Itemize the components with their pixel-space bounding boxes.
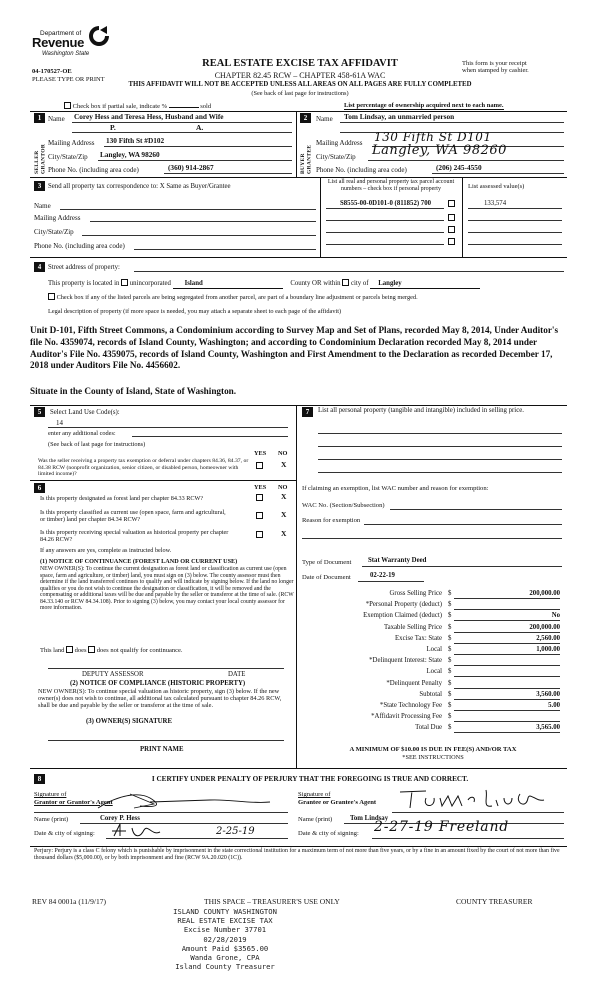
section-3-label: Send all property tax correspondence to: X Same as Buyer/Grantee	[48, 183, 231, 190]
section-7-number: 7	[302, 407, 313, 417]
segregated-row	[48, 293, 418, 301]
agency-name: Revenue	[32, 35, 85, 50]
seller-mailing: 130 Fifth St #D102	[106, 136, 165, 145]
additional-codes-label: enter any additional codes:	[48, 430, 116, 437]
tax-row	[296, 680, 568, 691]
stamp-line: Excise Number 37701	[183, 925, 267, 935]
stamp-line: Amount Paid $3565.00	[181, 943, 269, 953]
seller-side-label: SELLER GRANTOR	[34, 143, 47, 174]
seller-mark-p: P.	[110, 123, 116, 132]
dollar-sign: $	[448, 601, 452, 609]
s6-yes-header: YES	[254, 484, 267, 491]
type-note: PLEASE TYPE OR PRINT	[32, 76, 105, 83]
land-use-code: 14	[56, 419, 63, 427]
section-3-number: 3	[34, 181, 45, 191]
assessed-header: List assessed value(s)	[468, 183, 525, 190]
ownership-note: List percentage of ownership acquired next to each name.	[344, 102, 504, 109]
tax-row-value: 3,565.00	[536, 724, 560, 732]
minimum-fee-note: A MINIMUM OF $10.00 IS DUE IN FEE(S) AND/OR TAX	[349, 746, 517, 753]
warning-line: THIS AFFIDAVIT WILL NOT BE ACCEPTED UNLESS ALL AREAS ON ALL PAGES ARE FULLY COMPLETED	[128, 81, 472, 88]
parcels-header-2: numbers – check box if personal property	[341, 185, 441, 192]
s6-q1-yes-checkbox[interactable]	[256, 494, 263, 501]
tax-row	[296, 590, 568, 601]
tax-row-value: 1,000.00	[536, 646, 560, 653]
dollar-sign: $	[448, 623, 452, 631]
buyer-mailing-label: Mailing Address	[316, 139, 363, 147]
doc-type-label: Type of Document	[302, 559, 352, 566]
dollar-sign: $	[448, 690, 452, 698]
s5-exemption-question: Was the seller receiving a property tax exemption or deferral under chapters 84.36, 84.37, or 84.38 RCW (nonprofit organization, senior citizen, or disabled person, homeowner with limited income)?	[38, 458, 249, 478]
tax-row	[296, 668, 568, 679]
tax-row	[296, 635, 568, 646]
dollar-sign: $	[448, 634, 452, 642]
buyer-phone: (206) 245-4550	[436, 163, 482, 172]
s5-no-mark[interactable]: X	[281, 460, 287, 469]
exemption-claim-label: If claiming an exemption, list WAC number and reason for exemption:	[302, 485, 489, 492]
dollar-sign: $	[448, 612, 452, 620]
this-land-label: This land	[40, 647, 65, 654]
notice1-title: (1) NOTICE OF CONTINUANCE (FOREST LAND OR CURRENT USE)	[40, 558, 238, 565]
parcel-2-personal-checkbox[interactable]	[448, 214, 455, 221]
dollar-sign: $	[448, 713, 452, 721]
tax-row-value: 2,560.00	[536, 634, 560, 642]
county-treasurer-label: COUNTY TREASURER	[456, 897, 533, 906]
receipt-note-2: when stamped by cashier.	[462, 67, 529, 75]
dollar-sign: $	[448, 657, 452, 665]
treasurer-use-label: THIS SPACE – TREASURER'S USE ONLY	[204, 897, 340, 906]
tax-row-label: Taxable Selling Price	[383, 623, 442, 631]
tax-row-label: *Delinquent Penalty	[386, 679, 442, 687]
grantee-agent-label: Grantee or Grantee's Agent	[298, 798, 377, 806]
tax-row	[296, 646, 568, 657]
personal-property-label: List all personal property (tangible and intangible) included in selling price.	[318, 407, 524, 414]
parcel-3-personal-checkbox[interactable]	[448, 226, 455, 233]
situate-line: Situate in the County of Island, State of Washington.	[30, 386, 237, 396]
grantor-sig-of: Signature of	[34, 791, 67, 798]
legal-label: Legal description of property (if more space is needed, you may attach a separate sheet to each page of the affidavit)	[48, 308, 342, 315]
dollar-sign: $	[448, 590, 452, 597]
section-6-number: 6	[34, 483, 45, 493]
agency-line1: Department of	[40, 30, 82, 37]
grantor-date-label: Date & city of signing:	[34, 830, 95, 837]
stamp-line: Wanda Grone, CPA	[190, 953, 260, 963]
does-not-label: does not qualify for continuance.	[96, 647, 183, 654]
form-code: 04-170527-OE	[32, 68, 72, 75]
seller-mailing-label: Mailing Address	[48, 139, 95, 147]
section-5-number: 5	[34, 407, 45, 417]
seller-phone: (360) 914-2867	[168, 163, 214, 172]
stamp-line: Island County Treasurer	[175, 962, 275, 972]
grantor-name-label: Name (print)	[34, 816, 69, 823]
s6-q3-no-mark[interactable]: X	[281, 529, 287, 538]
doc-type-value: Stat Warranty Deed	[368, 557, 427, 564]
form-revision: REV 84 0001a (11/9/17)	[32, 897, 106, 906]
s6-q2: Is this property classified as current use (open space, farm and agricultural, or timber) land per chapter 84.34 RCW?	[40, 509, 226, 523]
tax-row	[296, 601, 568, 612]
tax-row-label: Local	[426, 668, 442, 676]
tax-row	[296, 724, 568, 735]
parcels-header-1: List all real and personal property tax parcel account	[327, 179, 455, 185]
tax-row-label: *Personal Property (deduct)	[365, 601, 442, 609]
assessed-value: 133,574	[484, 200, 507, 207]
doc-date-value: 02-22-19	[370, 572, 395, 579]
s6-q2-no-mark[interactable]: X	[281, 510, 287, 519]
grantee-sig-block	[298, 791, 376, 806]
buyer-name-label: Name	[316, 115, 333, 123]
wac-label: WAC No. (Section/Subsection)	[302, 502, 385, 509]
s3-mailing-label: Mailing Address	[34, 214, 81, 222]
s3-phone-label: Phone No. (including area code)	[34, 242, 125, 250]
chapter-line: CHAPTER 82.45 RCW – CHAPTER 458-61A WAC	[214, 71, 386, 80]
stamp-line: REAL ESTATE EXCISE TAX	[177, 916, 273, 926]
see-back-note: (See back of last page for instructions)	[251, 90, 349, 97]
dollar-sign: $	[448, 702, 452, 709]
tax-row-label: Subtotal	[419, 690, 442, 698]
buyer-phone-label: Phone No. (including area code)	[316, 166, 407, 174]
within-label: within	[323, 280, 341, 287]
s6-q1-no-mark[interactable]: X	[281, 492, 287, 501]
assessor-date-label: DATE	[228, 671, 246, 678]
county-value: Island	[173, 280, 283, 289]
tax-row-label: *State Technology Fee	[379, 702, 442, 709]
tax-row	[296, 713, 568, 724]
s5-no-header: NO	[278, 450, 288, 457]
seller-phone-label: Phone No. (including area code)	[48, 166, 139, 174]
grantee-name: Tom Lindsay	[350, 815, 389, 822]
deputy-assessor-label: DEPUTY ASSESSOR	[82, 671, 144, 678]
s6-q3: Is this property receiving special valuation as historical property per chapter 84.26 RCW?	[40, 529, 229, 543]
notice1-body: NEW OWNER(S): To continue the current designation as forest land or classification as current use (open space, farm and agriculture, or timber) land, you must sign on (3) below. The county assessor must then determine if the land transferred continues to qualify and will indicate by signing below. If the land no longer qualifies or you do not wish to continue the designation or classification, it will be removed and the compensating or additional taxes will be due and payable by the seller or transferor at the time of sale. (RCW 84.33.140 or RCW 84.34.108). Prior to signing (3) below, you may contact your local county assessor for more information.	[40, 566, 294, 612]
s3-name-label: Name	[34, 202, 51, 210]
s6-no-header: NO	[278, 484, 288, 491]
dollar-sign: $	[448, 724, 452, 732]
tax-row-value: 200,000.00	[529, 623, 560, 631]
buyer-city-label: City/State/Zip	[316, 153, 356, 161]
parcel-1-personal-checkbox[interactable]	[448, 200, 455, 207]
tax-row-label: *Delinquent Interest: State	[369, 657, 442, 665]
doc-date-label: Date of Document	[302, 574, 351, 581]
dollar-sign: $	[448, 668, 452, 676]
s3-city-label: City/State/Zip	[34, 228, 74, 236]
stamp-line: 02/28/2019	[203, 934, 247, 944]
agency-line3: Washington State	[42, 51, 90, 57]
grantor-date: 2-25-19	[216, 826, 255, 837]
buyer-side-label: BUYER GRANTEE	[300, 144, 313, 174]
print-name-label: PRINT NAME	[140, 746, 184, 753]
located-text: This property is located in	[48, 280, 120, 287]
revenue-logo-icon	[86, 24, 112, 48]
partial-sale-row	[64, 102, 211, 110]
tax-row	[296, 657, 568, 668]
tax-row	[296, 691, 568, 702]
seller-name: Corey Hess and Teresa Hess, Husband and Wife	[74, 112, 224, 121]
tax-row-label: Local	[426, 646, 442, 653]
see-instructions-note: *SEE INSTRUCTIONS	[402, 754, 464, 761]
s5-see-back: (See back of last page for instructions)	[48, 441, 146, 448]
grantee-sig-of: Signature of	[298, 791, 331, 798]
page-title: REAL ESTATE EXCISE TAX AFFIDAVIT	[202, 58, 398, 69]
parcel-4-personal-checkbox[interactable]	[448, 238, 455, 245]
owner-signature-label: (3) OWNER(S) SIGNATURE	[86, 718, 172, 725]
does-not-checkbox[interactable]	[88, 646, 95, 653]
buyer-name: Tom Lindsay, an unmarried person	[344, 112, 455, 121]
legal-description: Unit D-101, Fifth Street Commons, a Condominium according to Survey Map and Set of Plans, recorded May 8, 2014, Under Auditor's file No. 4359074, records of Island County, Washington; and according to Condominium Declaration recorded May 8, 2014 under Auditor's File No. 4359075, records of Island County, Washington and First Amendment to the Declaration as recorded December 17, 2018 under Auditors File No. 4456602.	[30, 325, 559, 371]
treasurer-stamp	[140, 907, 310, 971]
s6-q1: Is this property designated as forest land per chapter 84.33 RCW?	[40, 495, 204, 502]
tax-row-label: *Affidavit Processing Fee	[371, 713, 442, 721]
tax-row	[296, 624, 568, 635]
grantor-signature-icon	[90, 790, 290, 812]
agency-logo	[32, 24, 112, 62]
s6-q2-yes-checkbox[interactable]	[256, 512, 263, 519]
tax-row-label: Total Due	[415, 724, 442, 732]
land-use-label: Select Land Use Code(s):	[50, 409, 120, 416]
certify-statement: I CERTIFY UNDER PENALTY OF PERJURY THAT THE FOREGOING IS TRUE AND CORRECT.	[151, 775, 469, 783]
partial-sale-label: Check box if partial sale, indicate %	[72, 103, 168, 110]
grantee-name-label: Name (print)	[298, 816, 333, 823]
sold-label: sold	[200, 103, 212, 110]
reason-label: Reason for exemption	[302, 517, 361, 524]
s5-yes-checkbox[interactable]	[256, 462, 263, 469]
s6-if-yes: If any answers are yes, complete as instructed below.	[40, 547, 172, 554]
buyer-mailing: 130 Fifth St D101	[374, 130, 492, 144]
segregated-checkbox[interactable]	[48, 293, 55, 300]
tax-row-value: 200,000.00	[529, 590, 560, 597]
section-1-number: 1	[34, 113, 45, 123]
section-2-number: 2	[300, 113, 311, 123]
seller-name-label: Name	[48, 115, 65, 123]
notice2-body: NEW OWNER(S): To continue special valuation as historic property, sign (3) below. If the new owner(s) does not wish to continue, all additional tax calculated pursuant to chapter 84.26 RCW, shall be due and payable by the seller or transferor at the time of sale.	[38, 688, 282, 710]
does-label: does	[74, 647, 87, 654]
section-4-number: 4	[34, 262, 45, 272]
parcels-header	[322, 179, 460, 193]
tax-row-label: Excise Tax: State	[395, 634, 442, 642]
qualify-row	[40, 646, 183, 654]
section-8-number: 8	[34, 774, 45, 784]
seller-city: Langley, WA 98260	[100, 150, 160, 159]
perjury-note: Perjury: Perjury is a class C felony which is punishable by imprisonment in the state correctional institution for a maximum term of not more than five years, or by a fine in an amount fixed by the court of not more than five thousand dollars ($5,000.00), or by both imprisonment and fine (RCW 9A.20.020 (1C)).	[34, 848, 560, 861]
unincorporated-checkbox[interactable]	[121, 279, 128, 286]
tax-row-value: No	[551, 612, 560, 620]
tax-row	[296, 702, 568, 713]
county-or-label: County OR	[290, 280, 322, 287]
receipt-note	[462, 60, 529, 75]
buyer-city: Langley, WA 98260	[372, 143, 507, 158]
s5-yes-header: YES	[254, 450, 267, 457]
segregated-label: Check box if any of the listed parcels are being segregated from another parcel, are part of a boundary line adjustment or parcels being merged.	[56, 294, 418, 301]
grantee-signature-icon	[396, 786, 566, 812]
tax-row	[296, 612, 568, 623]
city-checkbox[interactable]	[342, 279, 349, 286]
dollar-sign: $	[448, 646, 452, 653]
city-of-label: city of	[350, 280, 369, 287]
seller-city-label: City/State/Zip	[48, 153, 88, 161]
city-value: Langley	[370, 280, 480, 289]
tax-row-value: 5.00	[548, 702, 560, 709]
s6-q3-yes-checkbox[interactable]	[256, 531, 263, 538]
seller-mark-a: A.	[196, 123, 204, 132]
street-address-label: Street address of property:	[48, 264, 120, 271]
tax-row-value: 3,560.00	[536, 690, 560, 698]
stamp-line: ISLAND COUNTY WASHINGTON	[173, 907, 277, 916]
dollar-sign: $	[448, 679, 452, 687]
notice2-title: (2) NOTICE OF COMPLIANCE (HISTORIC PROPERTY)	[70, 680, 246, 687]
parcel-number: S8555-00-0D101-0 (811852) 700	[340, 200, 431, 207]
does-checkbox[interactable]	[66, 646, 73, 653]
grantee-date: 2-27-19 Freeland	[374, 819, 510, 835]
tax-row-label: Gross Selling Price	[389, 590, 442, 597]
tax-row-label: Exemption Claimed (deduct)	[363, 612, 442, 620]
partial-sale-checkbox[interactable]	[64, 102, 71, 109]
location-row	[48, 279, 568, 289]
unincorporated-label: unincorporated	[129, 280, 171, 287]
grantor-name: Corey P. Hess	[100, 815, 140, 822]
grantor-agent-label: Grantor or Grantor's Agent	[34, 798, 113, 806]
grantee-date-label: Date & city of signing:	[298, 830, 359, 837]
receipt-note-1: This form is your receipt	[462, 60, 527, 67]
